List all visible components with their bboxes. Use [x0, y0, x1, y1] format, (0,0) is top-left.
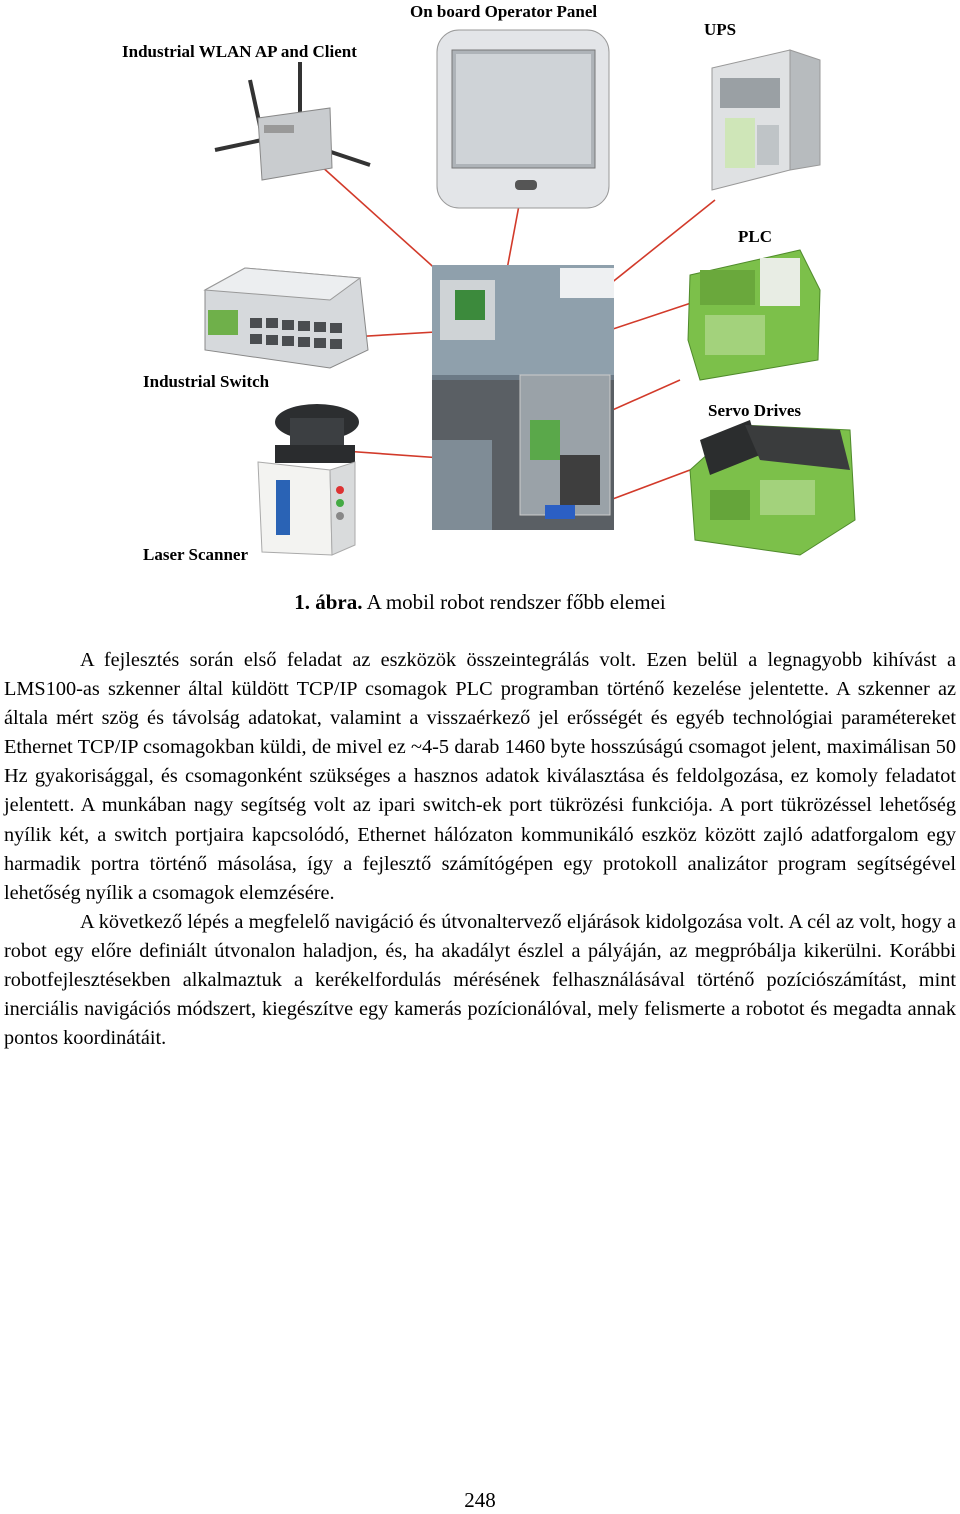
wlan-ap-image — [215, 62, 370, 180]
laser-scanner-image — [258, 404, 359, 555]
caption-text: A mobil robot rendszer főbb elemei — [362, 590, 666, 614]
figure — [0, 0, 960, 570]
label-wlan: Industrial WLAN AP and Client — [122, 42, 357, 61]
label-laser-scanner: Laser Scanner — [143, 545, 248, 564]
label-operator-panel: On board Operator Panel — [410, 2, 598, 21]
figure-caption — [0, 590, 960, 615]
operator-panel-image — [437, 30, 609, 208]
industrial-switch-image — [205, 268, 368, 368]
label-ups: UPS — [704, 20, 737, 39]
label-plc: PLC — [738, 227, 772, 246]
robot-photo — [432, 265, 614, 530]
servo-drives-image — [690, 420, 855, 555]
caption-number: 1. ábra. — [294, 590, 363, 614]
plc-image — [688, 250, 820, 380]
paragraph-2: A következő lépés a megfelelő navigáció és útvonaltervező eljárások kidolgozása volt. A cél az volt, hogy a robot egy előre definiált útvonalon haladjon, és, ha akadályt észlel a pályáján, az megpróbálja kikerülni. Korábbi robotfejlesztésekben alkalmaztuk a kerékelfordulás mérésének felhasználásával történő pozíciószámítást, mint inerciális navigációs módszert, kiegészítve egy kamerás pozícionálóval, mely felismerte a robotot és megadta annak pontos koordinátáit. — [4, 910, 956, 1050]
paragraph-1: A fejlesztés során első feladat az eszközök összeintegrálás volt. Ezen belül a legnagyobb kihívást a LMS100-as szkenner által küldött TCP/IP csomagok PLC programban történő kezelése jelentette. A szkenner az általa mért szög és távolság adatokat, valamint a visszaérkező jel erősségét és egyéb technológiai paramétereket Ethernet TCP/IP csomagokban küldi, de mivel ez ~4-5 darab 1460 byte hosszúságú csomagot jelent, maximálisan 50 Hz gyakorisággal, és csomagonként szükséges a hasznos adatok kiválasztása és feldolgozása, ez komoly feladatot jelentett. A munkában nagy segítség volt az ipari switch-ek port tükrözési funkciója. A port tükrözéssel lehetőség nyílik két, a switch portjaira kapcsolódó, Ethernet hálózaton kommunikáló eszköz között zajló adatforgalom egy harmadik portra történő másolása, így a fejlesztő számítógépen egy protokoll analizátor program segítségével lehetőség nyílik a csomagok elemzésére. — [4, 649, 956, 904]
page-number: 248 — [464, 1488, 496, 1512]
figure-illustration — [0, 0, 960, 570]
ups-image — [712, 50, 820, 190]
label-industrial-switch: Industrial Switch — [143, 372, 270, 391]
label-servo-drives: Servo Drives — [708, 401, 802, 420]
body-text — [4, 646, 956, 1053]
